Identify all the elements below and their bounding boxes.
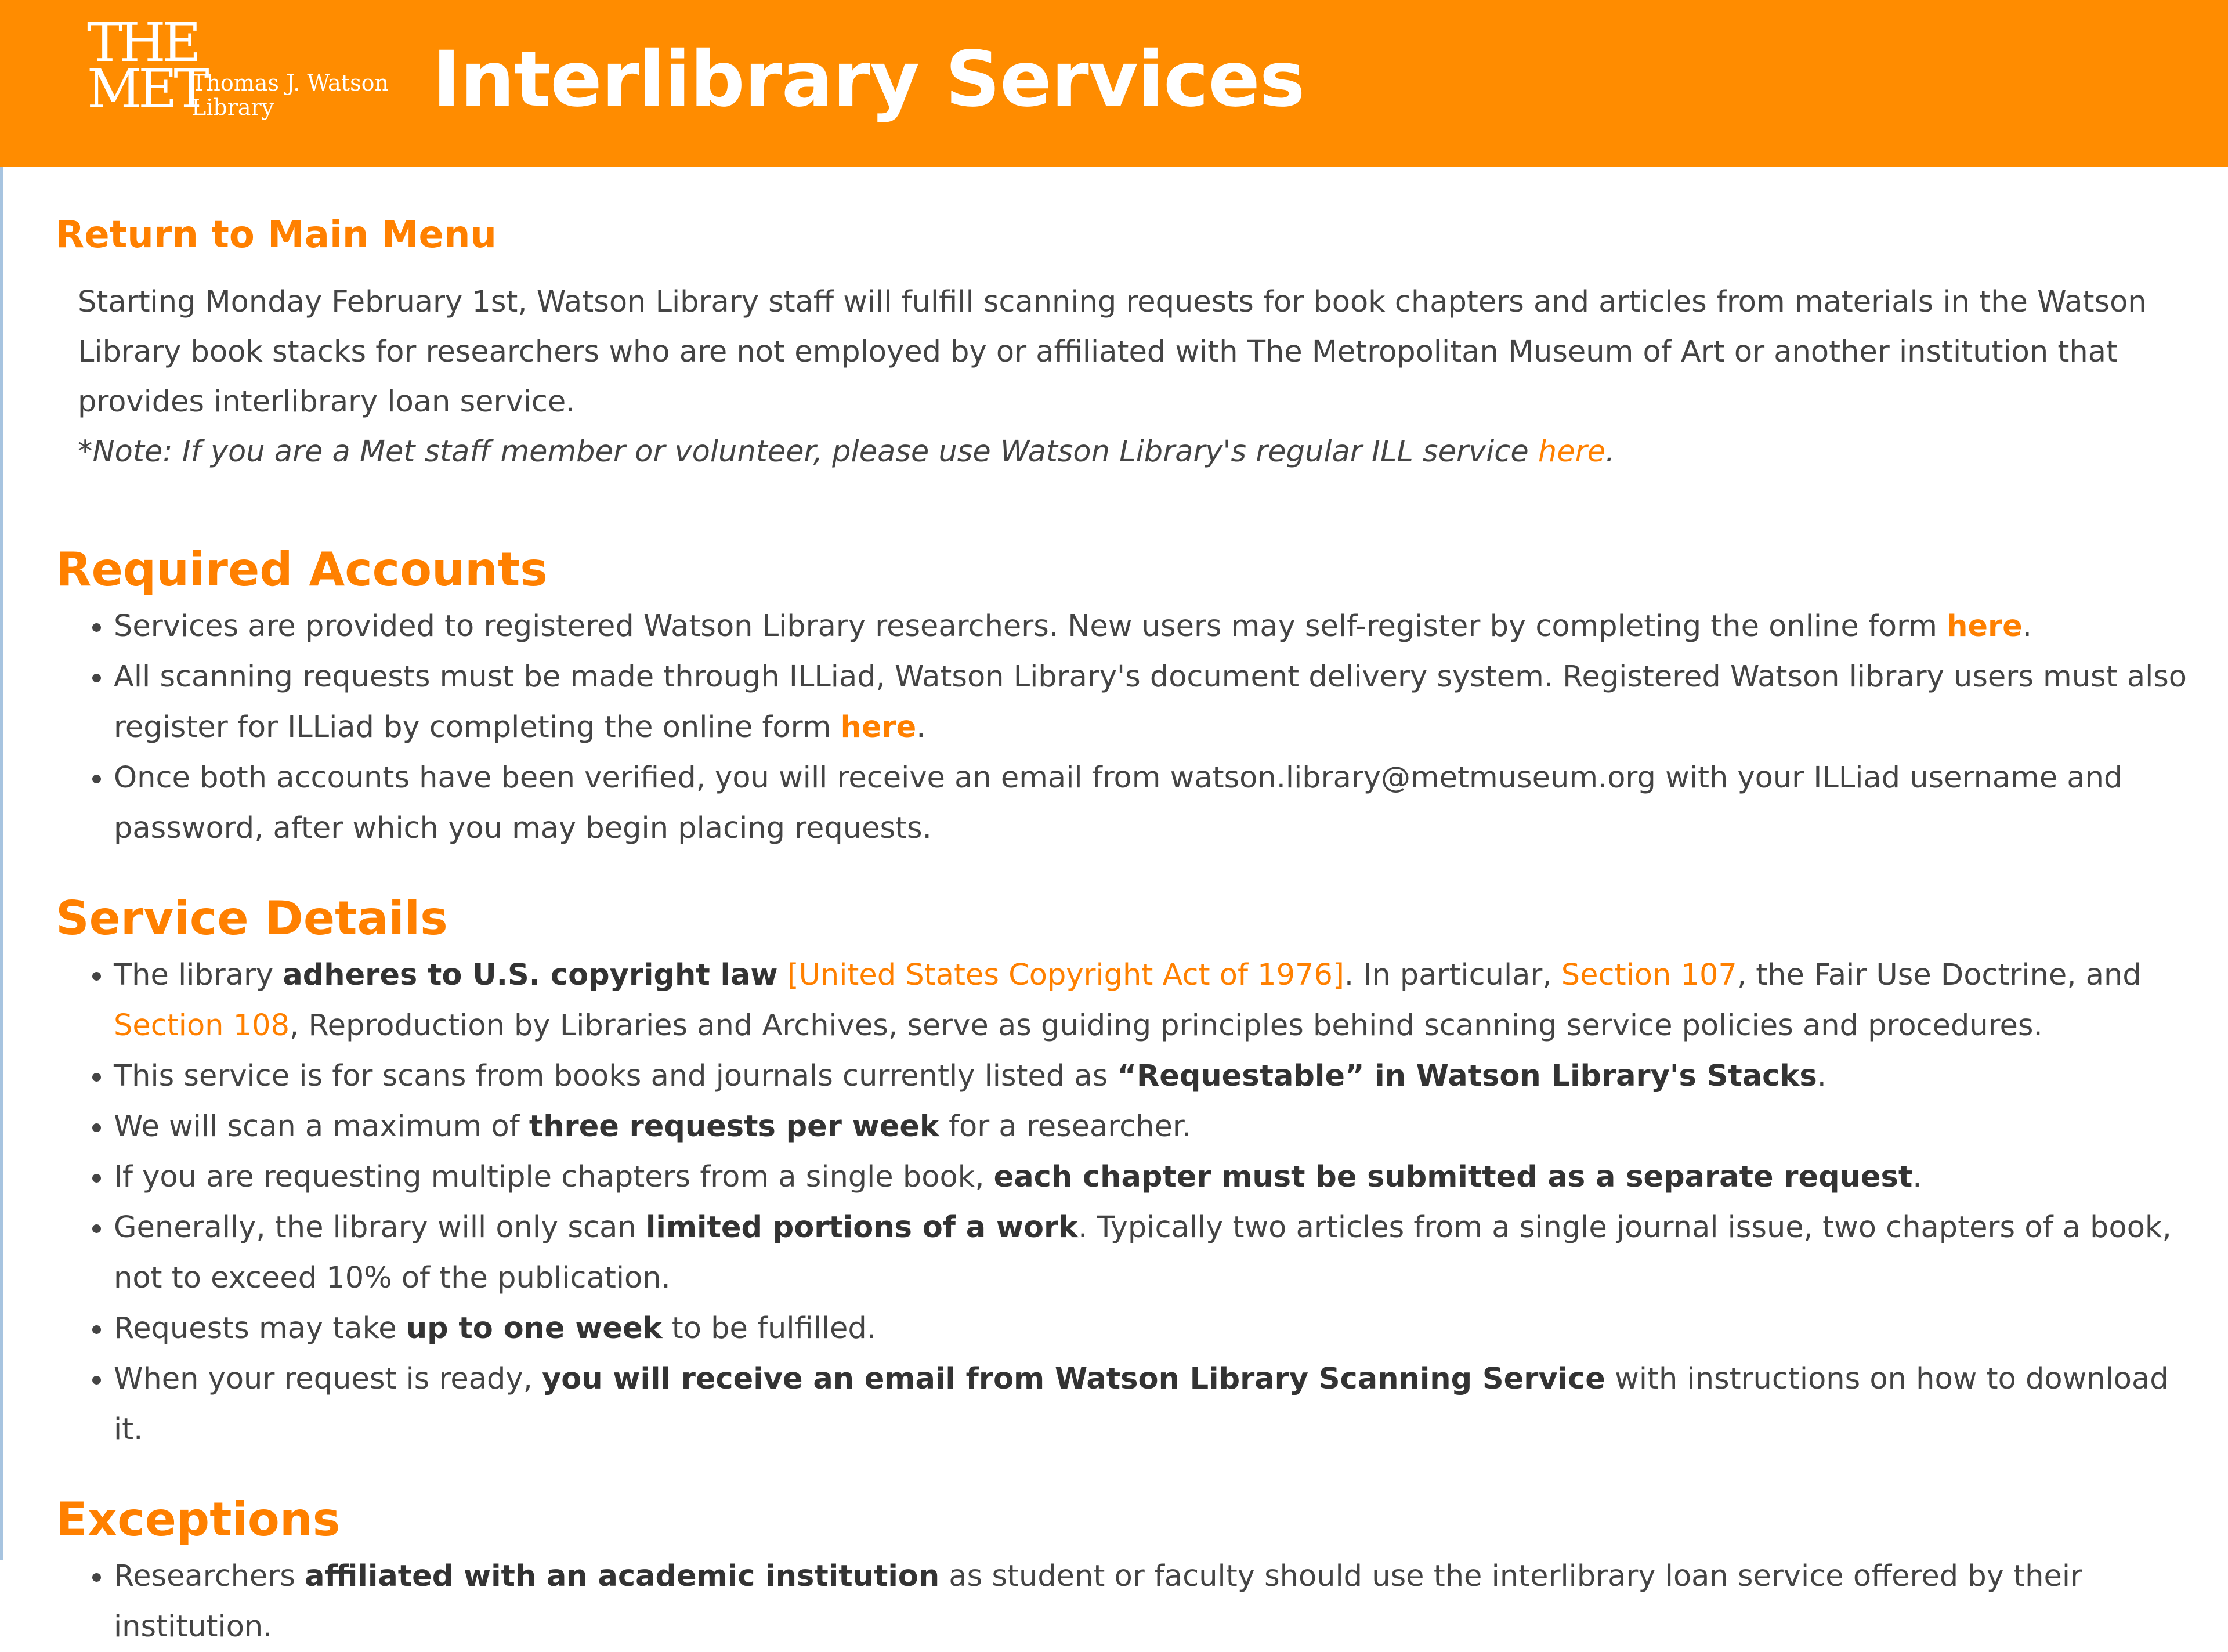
item-bold-text: up to one week [406,1311,663,1346]
item-text: . [2022,609,2032,644]
staff-note [78,427,2190,477]
item-text: to be fulfilled. [662,1311,876,1346]
service-details-heading: Service Details [56,891,448,945]
item-bold-text: adheres to U.S. copyright law [283,958,778,992]
list-item [114,1551,2202,1652]
item-bold-text: “Requestable” in Watson Library's Stacks [1117,1059,1817,1093]
logo-met-text: MET [87,58,206,120]
item-text: This service is for scans from books and journals currently listed as [114,1059,1117,1093]
list-item [114,1303,2202,1354]
list-item [114,652,2202,753]
met-watson-library-logo[interactable] [87,12,389,120]
service-details-section [56,890,2202,1455]
logo-the-text: THE [87,12,198,74]
item-text: Once both accounts have been verified, you will receive an email from watson.library@metmuseum.org with your ILLiad username and password, after which you may begin placing requests. [114,761,2123,845]
section-107-link[interactable]: Section 107 [1561,958,1737,992]
item-text: Services are provided to registered Watson Library researchers. New users may self-register by completing the online form [114,609,1947,644]
item-bold-text: each chapter must be submitted as a separate request [993,1160,1913,1194]
item-text: Generally, the library will only scan [114,1210,646,1245]
item-text: Requests may take [114,1311,406,1346]
item-text: When your request is ready, [114,1362,542,1396]
item-bold-text: you will receive an email from Watson Library Scanning Service [542,1362,1605,1396]
staff-note-end: . [1605,435,1615,469]
required-accounts-section [56,541,2202,854]
page-title: Interlibrary Services [432,35,1305,124]
list-item [114,1101,2202,1152]
item-text: The library [114,958,283,992]
list-item [114,1152,2202,1202]
item-text [777,958,787,992]
item-bold-text: three requests per week [529,1109,939,1144]
item-text: , Reproduction by Libraries and Archives, serve as guiding principles behind scanning service policies and procedures. [290,1008,2043,1043]
item-text: All scanning requests must be made through ILLiad, Watson Library's document delivery system. Registered Watson library users must also register for ILLiad by completing the online form [114,660,2187,744]
exceptions-section [56,1491,2202,1652]
logo-sub-line2: Library [191,95,274,120]
page-header [0,0,2228,167]
item-text: as student or faculty should use the interlibrary loan service offered by their institution. [114,1559,2082,1644]
logo-library-name [191,71,389,120]
item-bold-text: limited portions of a work [645,1210,1079,1245]
service-details-list [56,950,2202,1455]
required-accounts-heading: Required Accounts [56,543,548,597]
intro-section [78,277,2190,477]
intro-paragraph: Starting Monday February 1st, Watson Library staff will fulfill scanning requests for book chapters and articles from materials in the Watson Library book stacks for researchers who are not employed by or affiliated with The Metropolitan Museum of Art or another institution that provides interlibrary loan service. [78,285,2147,419]
item-text: for a researcher. [939,1109,1192,1144]
item-text: We will scan a maximum of [114,1109,529,1144]
exceptions-list [56,1551,2202,1652]
item-text: . In particular, [1344,958,1561,992]
list-item [114,1202,2202,1303]
list-item [114,753,2202,854]
required-accounts-list [56,601,2202,854]
list-item [114,950,2202,1051]
illiad-register-here-link[interactable]: here [840,710,917,744]
item-text: . [1912,1160,1922,1194]
staff-note-text: *Note: If you are a Met staff member or volunteer, please use Watson Library's regular ILL service [78,435,1538,469]
item-text: . [916,710,926,744]
exceptions-heading: Exceptions [56,1492,341,1546]
copyright-act-link[interactable]: [United States Copyright Act of 1976] [787,958,1344,992]
return-to-main-menu-link[interactable]: Return to Main Menu [56,214,497,256]
item-text: If you are requesting multiple chapters from a single book, [114,1160,994,1194]
staff-ill-here-link[interactable]: here [1538,435,1605,469]
item-text: Researchers [114,1559,305,1593]
item-text: with instructions on how to download it. [114,1362,2169,1447]
list-item [114,1051,2202,1101]
page-left-border [0,0,3,1560]
item-text: , the Fair Use Doctrine, and [1737,958,2142,992]
item-text: . Typically two articles from a single journal issue, two chapters of a book, not to exceed 10% of the publication. [114,1210,2172,1295]
register-here-link[interactable]: here [1947,609,2023,644]
list-item [114,601,2202,652]
item-bold-text: affiliated with an academic institution [305,1559,940,1593]
section-108-link[interactable]: Section 108 [114,1008,290,1043]
main-content [56,209,2202,1652]
item-text: . [1817,1059,1826,1093]
list-item [114,1354,2202,1455]
logo-sub-line1: Thomas J. Watson [191,70,389,96]
